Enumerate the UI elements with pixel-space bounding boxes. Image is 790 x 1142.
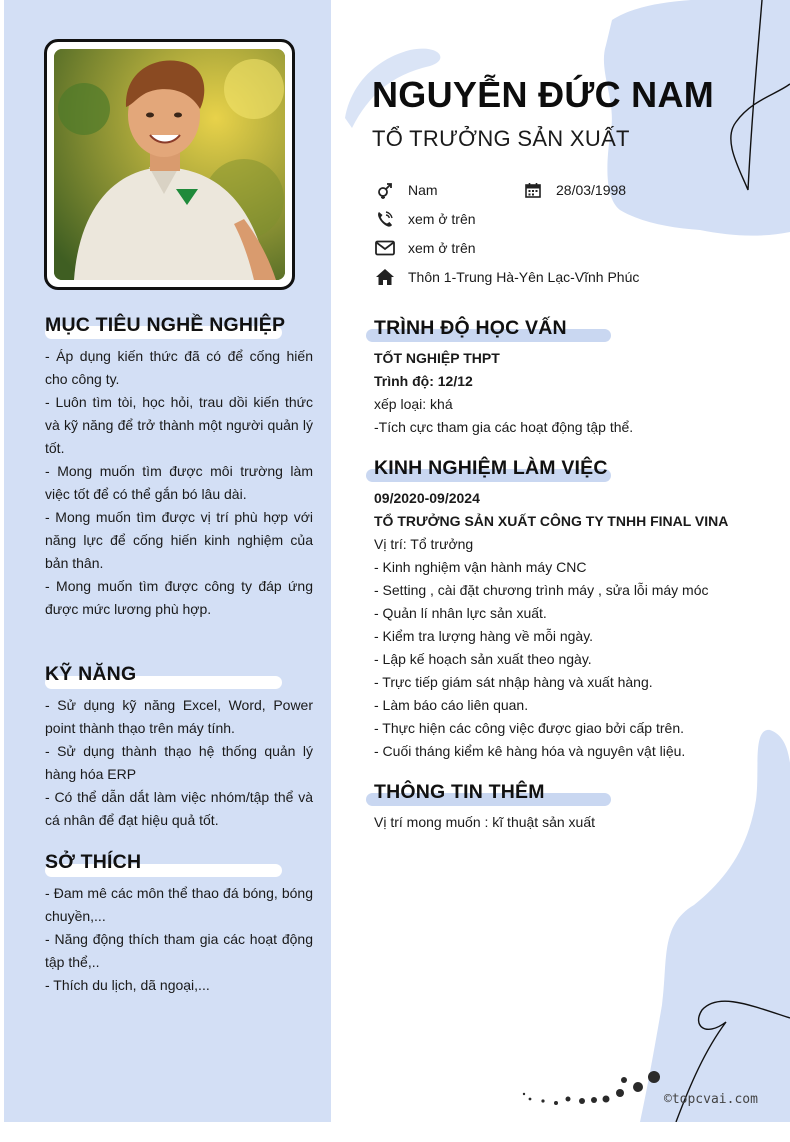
profile-photo	[54, 49, 285, 280]
gender-row	[374, 181, 438, 199]
experience-line: - Lập kế hoạch sản xuất theo ngày.	[374, 651, 592, 667]
bottom-margin	[4, 1122, 790, 1142]
objective-line: - Áp dụng kiến thức đã có để cống hiến cho công ty.	[45, 348, 313, 387]
education-text	[374, 347, 754, 439]
hobbies-line: - Đam mê các môn thể thao đá bóng, bóng chuyền,...	[45, 885, 313, 924]
bottom-right-blob	[640, 730, 790, 1122]
gender-icon	[374, 181, 396, 199]
experience-company: TỔ TRƯỞNG SẢN XUẤT CÔNG TY TNHH FINAL VINA	[374, 513, 729, 529]
education-school: TỐT NGHIỆP THPT	[374, 350, 500, 366]
education-line: -Tích cực tham gia các hoạt động tập thể.	[374, 419, 634, 435]
objective-line: - Mong muốn tìm được vị trí phù hợp với năng lực để cống hiến kinh nghiệm của bản thân.	[45, 509, 313, 571]
hobbies-line: - Thích du lịch, dã ngoại,...	[45, 977, 210, 993]
education-level: Trình độ: 12/12	[374, 373, 473, 389]
experience-line: - Trực tiếp giám sát nhập hàng và xuất hàng.	[374, 674, 653, 690]
experience-line: - Quản lí nhân lực sản xuất.	[374, 605, 547, 621]
envelope-icon	[374, 239, 396, 257]
address-row	[374, 268, 639, 286]
education-title: TRÌNH ĐỘ HỌC VẤN	[374, 317, 567, 339]
skills-line: - Có thể dẫn dắt làm việc nhóm/tập thể và cá nhân để đạt hiệu quả tốt.	[45, 789, 313, 828]
experience-text	[374, 487, 754, 763]
email-value: xem ở trên	[408, 240, 476, 256]
hobbies-text	[45, 882, 313, 997]
extra-info-title: THÔNG TIN THÊM	[374, 781, 545, 803]
avatar-illustration	[54, 49, 285, 280]
hobbies-title: SỞ THÍCH	[45, 851, 142, 873]
objective-title: MỤC TIÊU NGHỀ NGHIỆP	[45, 314, 286, 336]
experience-line: - Kinh nghiệm vận hành máy CNC	[374, 559, 587, 575]
phone-icon	[374, 210, 396, 228]
gender-value: Nam	[408, 182, 438, 198]
email-row	[374, 239, 476, 257]
experience-line: - Kiểm tra lượng hàng về mỗi ngày.	[374, 628, 594, 644]
address-value: Thôn 1-Trung Hà-Yên Lạc-Vĩnh Phúc	[408, 269, 640, 285]
ink-dots	[523, 1071, 660, 1105]
experience-line: - Làm báo cáo liên quan.	[374, 697, 529, 713]
objective-line: - Luôn tìm tòi, học hỏi, trau dồi kiến thức và kỹ năng để trở thành một người quản lý tốt.	[45, 394, 313, 456]
skills-text	[45, 694, 313, 832]
experience-period: 09/2020-09/2024	[374, 490, 480, 506]
extra-info-text	[374, 811, 754, 834]
skills-line: - Sử dụng kỹ năng Excel, Word, Power point thành thạo trên máy tính.	[45, 697, 313, 736]
phone-row	[374, 210, 476, 228]
experience-line: Vị trí: Tổ trưởng	[374, 536, 474, 552]
watermark: ©topcvai.com	[664, 1092, 758, 1107]
skills-title: KỸ NĂNG	[45, 663, 137, 685]
profile-photo-frame	[44, 39, 295, 290]
education-line: xếp loại: khá	[374, 396, 453, 412]
experience-title: KINH NGHIỆM LÀM VIỆC	[374, 457, 608, 479]
home-icon	[374, 268, 396, 286]
skills-line: - Sử dụng thành thạo hệ thống quản lý hàng hóa ERP	[45, 743, 313, 782]
hobbies-line: - Năng động thích tham gia các hoạt động tập thể,..	[45, 931, 313, 970]
objective-text	[45, 345, 313, 621]
candidate-name: NGUYỄN ĐỨC NAM	[372, 74, 715, 115]
experience-line: - Cuối tháng kiểm kê hàng hóa và nguyên vật liệu.	[374, 743, 686, 759]
top-right-blob	[604, 0, 790, 236]
experience-line: - Setting , cài đặt chương trình máy , sửa lỗi máy móc	[374, 582, 709, 598]
birthday-value: 28/03/1998	[556, 182, 627, 198]
objective-line: - Mong muốn tìm được công ty đáp ứng được mức lương phù hợp.	[45, 578, 313, 617]
calendar-icon	[522, 181, 544, 199]
birthday-row	[522, 181, 626, 199]
job-title: TỔ TRƯỞNG SẢN XUẤT	[372, 126, 630, 151]
extra-info-line: Vị trí mong muốn : kĩ thuật sản xuất	[374, 814, 595, 830]
objective-line: - Mong muốn tìm được môi trường làm việc tốt để có thể gắn bó lâu dài.	[45, 463, 313, 502]
experience-line: - Thực hiện các công việc được giao bởi cấp trên.	[374, 720, 684, 736]
phone-value: xem ở trên	[408, 211, 476, 227]
